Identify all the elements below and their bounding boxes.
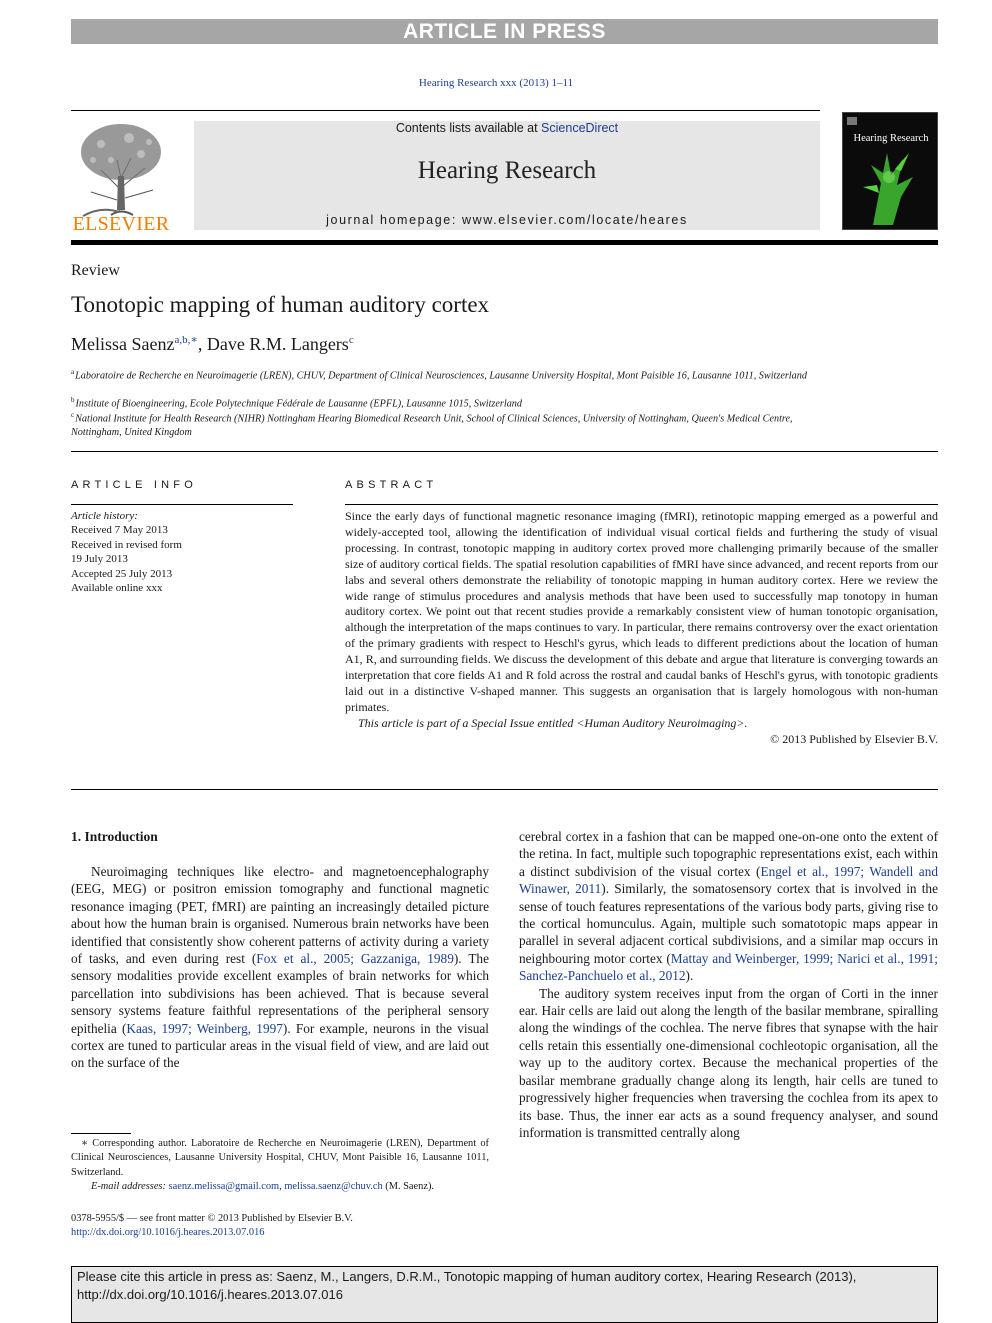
citation-link[interactable]: Fox et al., 2005; Gazzaniga, 1989 — [256, 951, 454, 967]
affiliation-text: Institute of Bioengineering, Ecole Polytechnique Fédérale de Lausanne (EPFL), Lausanne 1015, Switzerland — [75, 398, 522, 410]
affiliation-c — [71, 408, 811, 440]
citation-link[interactable]: Kaas, 1997; Weinberg, 1997 — [126, 1020, 283, 1036]
body-text: ). For example, neurons in the visual cortex are tuned to particular areas in the visual field of view, and are laid out on the surface of the — [71, 1020, 489, 1071]
author-name[interactable]: Melissa Saenz — [71, 334, 175, 354]
corresponding-author-footnote — [71, 1137, 489, 1194]
author-list — [71, 333, 354, 355]
affiliation-text: Laboratoire de Recherche en Neuroimagerie (LREN), CHUV, Department of Clinical Neurosciences, Lausanne University Hospital, Mont Paisible 16, Lausanne 1011, Switzerland — [75, 370, 807, 382]
article-info-heading: ARTICLE INFO — [71, 479, 197, 491]
journal-reference-link[interactable]: Hearing Research xxx (2013) 1–11 — [418, 77, 574, 89]
body-column-right — [519, 828, 938, 1141]
body-text: ). — [685, 968, 694, 984]
article-type: Review — [71, 262, 120, 279]
email-label: E-mail addresses: — [91, 1180, 166, 1192]
special-issue-note: This article is part of a Special Issue entitled <Human Auditory Neuroimaging>. — [358, 715, 748, 730]
article-in-press-banner: ARTICLE IN PRESS — [71, 19, 938, 44]
sciencedirect-link[interactable]: ScienceDirect — [541, 121, 619, 135]
history-line: Received in revised form — [71, 538, 182, 551]
email-tail: (M. Saenz). — [382, 1180, 435, 1192]
abstract-text: Since the early days of functional magnetic resonance imaging (fMRI), retinotopic mapping emerged as a powerful and widely-accepted tool, allowing the identification of individual visual cortical fields and furthering the study of visual processing. In contrast, tonotopic mapping in auditory cortex proved more challenging primarily because of the smaller size of auditory cortical fields. The spatial resolution capabilities of fMRI have since advanced, and recent reports from our labs and several others demonstrate the reliability of tonotopic mapping in human auditory cortex. Here we review the wide range of stimulus procedures and analysis methods that have been used to successfully map tonotopy in human auditory cortex. We point out that recent studies provide a remarkably consistent view of human tonotopic organisation, although the interpretation of the maps continues to vary. In particular, there remains controversy over the exact orientation of the primary gradients with respect to Heschl's gyrus, which leads to different predictions about the location of human A1, R, and surrounding fields. We discuss the development of this debate and argue that literature is converging towards an interpretation that core fields A1 and R fold across the rostral and caudal banks of Heschl's gyrus, with tonotopic gradients laid out in a distinctive V-shaped manner. This suggests an organisation that is largely homologous with non-human primates. — [345, 509, 938, 714]
affiliation-mark: a — [71, 368, 75, 376]
email-link[interactable]: melissa.saenz@chuv.ch — [284, 1180, 383, 1192]
footnote-corresponding: ∗ Corresponding author. Laboratoire de Recherche en Neuroimagerie (LREN), Department of Clinical Neurosciences, Lausanne University Hospital, CHUV, Mont Paisible 16, Lausanne 1011, Switzerland. — [71, 1138, 489, 1178]
article-info-rule — [71, 504, 293, 505]
abstract-copyright: © 2013 Published by Elsevier B.V. — [770, 731, 938, 746]
body-text: cerebral cortex in a fashion that can be mapped one-on-one onto the extent of the retina. In fact, multiple such topographic representations exist, each within a distinct subdivision of the visual cortex ( — [519, 829, 938, 879]
elsevier-wordmark: ELSEVIER — [72, 213, 170, 235]
body-column-left — [71, 863, 489, 1072]
abstract-heading: ABSTRACT — [345, 479, 438, 491]
history-line: Received 7 May 2013 — [71, 524, 168, 537]
abstract-body — [345, 509, 938, 748]
doi-link[interactable]: http://dx.doi.org/10.1016/j.heares.2013.07.016 — [71, 1227, 265, 1239]
article-title: Tonotopic mapping of human auditory cortex — [71, 292, 490, 317]
journal-name: Hearing Research — [417, 157, 597, 184]
body-rule — [71, 789, 938, 790]
article-history — [71, 509, 293, 595]
affiliation-text: National Institute for Health Research (NIHR) Nottingham Hearing Biomedical Research Unit, School of Clinical Sciences, University of Nottingham, Queen's Medical Centre, Nottingham, United Kingdom — [71, 413, 793, 439]
affiliation-mark: c — [71, 411, 75, 419]
journal-cover-image — [842, 112, 938, 230]
paragraph: The auditory system receives input from the organ of Corti in the inner ear. Hair cells are laid out along the length of the basilar membrane, spiralling along the windings of the cochlea. The nerve fibres that synapse with the hair cells retain this essentially one-dimensional cochleotopic organisation, all the way up to the auditory cortex. Because the mechanical properties of the basilar membrane gradually change along its length, hair cells are tuned to progressively higher frequencies when traversing the cochlea from its apex to its base. Thus, the inner ear acts as a sound frequency analyser, and sound information is transmitted centrally along — [519, 985, 938, 1140]
issn-block — [71, 1212, 489, 1241]
contents-prefix: Contents lists available at — [395, 121, 542, 135]
affiliation-rule — [71, 451, 938, 452]
citation-text: Please cite this article in press as: Saenz, M., Langers, D.R.M., Tonotopic mapping of human auditory cortex, Hearing Research (2013), http://dx.doi.org/10.1016/j.heares.2013.07.016 — [77, 1269, 857, 1302]
author-affiliation-marks[interactable]: c — [348, 334, 354, 346]
footnote-rule — [71, 1133, 131, 1134]
history-line: 19 July 2013 — [71, 553, 128, 566]
history-line: Available online xxx — [71, 582, 163, 595]
body-text: ). Similarly, the somatosensory cortex that is involved in the sense of touch features representations of the various body parts, giving rise to the cortical homunculus. Again, multiple such somatotopic maps appear in parallel in several adjacent cortical subdivisions, and a similar map occurs in neighbouring motor cortex ( — [519, 881, 938, 966]
paragraph — [71, 863, 489, 1072]
header-rule — [71, 110, 820, 111]
email-separator: , — [279, 1180, 285, 1192]
abstract-rule — [345, 504, 938, 505]
body-text: ). The sensory modalities provide excellent examples of brain networks for which parcellation into subdivisions has been achieved. That is because several sensory systems feature faithful representations of the peripheral sensory epithelia ( — [71, 951, 489, 1036]
header-thick-rule — [71, 240, 938, 245]
journal-homepage[interactable]: journal homepage: www.elsevier.com/locate/heares — [326, 213, 688, 227]
paragraph — [519, 828, 938, 985]
citation-link[interactable]: Mattay and Weinberger, 1999; Narici et al., 1991; Sanchez-Panchuelo et al., 2012 — [519, 950, 938, 984]
author-separator: , — [197, 334, 207, 354]
affiliation-a — [71, 365, 811, 383]
history-line: Accepted 25 July 2013 — [71, 567, 173, 580]
issn-line: 0378-5955/$ — see front matter © 2013 Published by Elsevier B.V. — [71, 1213, 353, 1224]
history-title: Article history: — [71, 510, 138, 522]
section-heading-introduction: 1. Introduction — [71, 829, 158, 844]
contents-available-line — [194, 121, 820, 135]
body-text: Neuroimaging techniques like electro- and magnetoencephalography (EEG, MEG) or positron emission tomography and functional magnetic resonance imaging (PET, fMRI) are painting an increasingly detailed picture about how the human brain is organised. Numerous brain networks have been identified that consistently show coherent patterns of activity during a variety of tasks, and even during rest ( — [71, 864, 489, 967]
footnote-emails — [71, 1180, 489, 1194]
email-link[interactable]: saenz.melissa@gmail.com — [168, 1180, 280, 1192]
author-affiliation-marks[interactable]: a,b,∗ — [174, 334, 198, 346]
affiliation-mark: b — [71, 396, 75, 404]
author-name[interactable]: Dave R.M. Langers — [206, 334, 349, 354]
cover-art — [843, 113, 938, 230]
cover-title: Hearing Research — [853, 133, 929, 144]
citation-link[interactable]: Engel et al., 1997; Wandell and Winawer, 2011 — [519, 863, 938, 897]
